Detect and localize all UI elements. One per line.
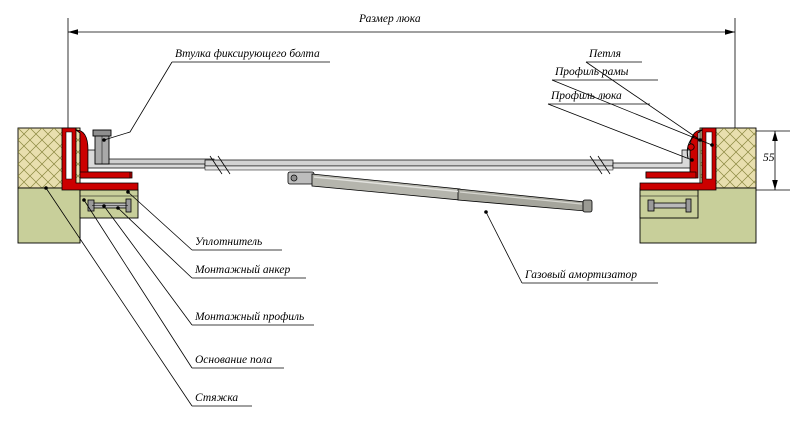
bushing-bolt	[93, 130, 111, 164]
callout-floor-base: Основание пола	[195, 354, 273, 366]
leader-lines	[46, 62, 712, 406]
overall-width-dimension-label: Размер люка	[359, 13, 421, 25]
callout-mounting-profile: Монтажный профиль	[195, 311, 305, 323]
height-dimension-label: 55	[763, 152, 775, 164]
left-floor-base-block	[18, 188, 81, 243]
left-frame-profile	[62, 128, 214, 190]
callout-gas-strut: Газовый амортизатор	[525, 269, 638, 281]
overall-width-dimension	[68, 18, 735, 138]
callout-hinge: Петля	[589, 48, 621, 60]
callout-hatch-profile: Профиль люка	[551, 90, 622, 102]
callout-bushing: Втулка фиксирующего болта	[175, 48, 320, 60]
gas-strut	[288, 172, 592, 212]
callout-mounting-anchor: Монтажный анкер	[195, 264, 291, 276]
callout-frame-profile: Профиль рамы	[555, 66, 629, 78]
hatch-lid-panel	[205, 156, 613, 174]
right-floor-base-block	[640, 188, 756, 243]
leader-dots	[44, 138, 714, 214]
callout-seal: Уплотнитель	[195, 236, 263, 248]
callout-screed: Стяжка	[195, 392, 239, 404]
